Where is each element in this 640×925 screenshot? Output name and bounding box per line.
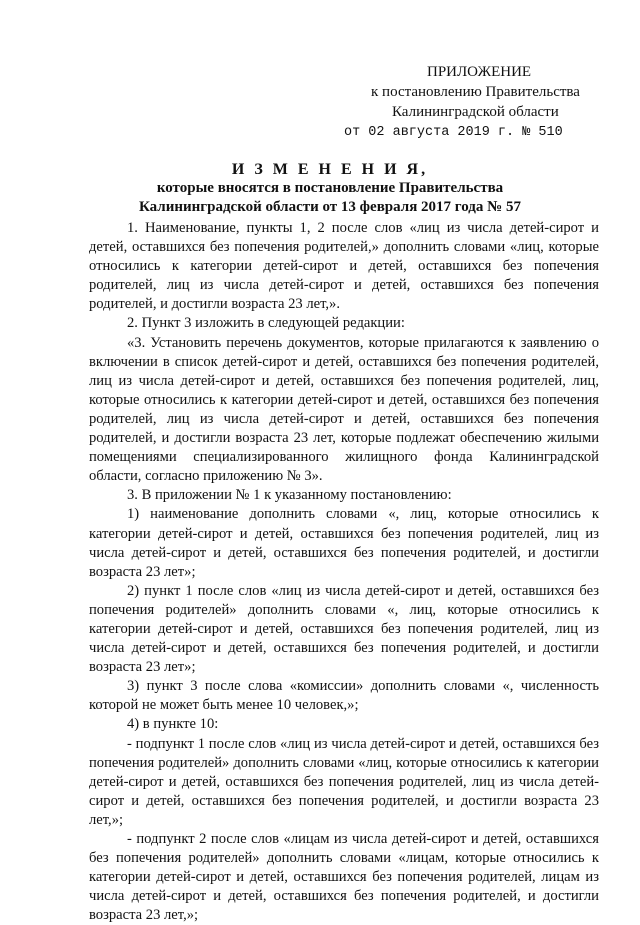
appendix-line-1: к постановлению Правительства [371, 84, 580, 100]
paragraph: 3) пункт 3 после слова «комиссии» дополнить словами «, численность которой не может быть менее 10 человек,»; [89, 678, 599, 714]
paragraph: 4) в пункте 10: [127, 716, 219, 733]
heading-line-2: Калининградской области от 13 февраля 2017 года № 57 [139, 199, 521, 215]
heading-line-1: которые вносятся в постановление Правительства [156, 180, 504, 196]
paragraph: 3. В приложении № 1 к указанному постановлению: [127, 487, 452, 504]
document-heading [90, 160, 570, 217]
paragraph: - подпункт 2 после слов «лицам из числа детей-сирот и детей, оставшихся без попечения родителей» дополнить словами «лицам, которые относились к категории детей-сирот и детей, оставшихся без попечения родителей, лицам из числа детей-сирот и детей, оставшихся без попечения родителей, и достигли возраста 23 лет,»; [89, 831, 599, 924]
heading-title: И З М Е Н Е Н И Я, [231, 161, 429, 178]
paragraph: «3. Установить перечень документов, которые прилагаются к заявлению о включении в список детей-сирот и детей, оставшихся без попечения родителей, лиц из числа детей-сирот и детей, оставшихся без попечения родителей, лиц, которые относились к категории детей-сирот и детей, оставшихся без попечения родителей, лиц из числа детей-сирот и детей, оставшихся без попечения родителей, и достигли возраста 23 лет, которые подлежат обеспечению жилыми помещениями специализированного жилищного фонда Калининградской области, согласно приложению № 3». [89, 334, 599, 485]
appendix-title: ПРИЛОЖЕНИЕ [427, 64, 532, 80]
appendix-date-number: от 02 августа 2019 г. № 510 [344, 125, 563, 140]
paragraph: 1) наименование дополнить словами «, лиц, которые относились к категории детей-сирот и детей, оставшихся без попечения родителей, лиц из числа детей-сирот и детей, оставшихся без попечения родителей, и достигли возраста 23 лет»; [89, 506, 599, 580]
paragraph: 2. Пункт 3 изложить в следующей редакции: [127, 315, 405, 332]
appendix-line-2: Калининградской области [392, 104, 559, 120]
document-body [89, 219, 599, 925]
paragraph: 2) пункт 1 после слов «лиц из числа детей-сирот и детей, оставшихся без попечения родителей» дополнить словами «, лиц, которые относились к категории детей-сирот и детей, оставшихся без попечения родителей, лиц из числа детей-сирот и детей, оставшихся без попечения родителей, и достигли возраста 23 лет»; [89, 582, 599, 676]
paragraph: 1. Наименование, пункты 1, 2 после слов «лиц из числа детей-сирот и детей, оставшихся без попечения родителей,» дополнить словами «лиц, которые относились к категории детей-сирот и детей, оставшихся без попечения родителей, лиц из числа детей-сирот и детей, оставшихся без попечения родителей, и достигли возраста 23 лет,». [89, 220, 599, 313]
paragraph: - подпункт 1 после слов «лиц из числа детей-сирот и детей, оставшихся без попечения родителей» дополнить словами «лиц, которые относились к категории детей-сирот и детей, оставшихся без попечения родителей, лиц из числа детей-сирот и детей, оставшихся без попечения родителей, и достигли возраста 23 лет,»; [89, 735, 599, 828]
